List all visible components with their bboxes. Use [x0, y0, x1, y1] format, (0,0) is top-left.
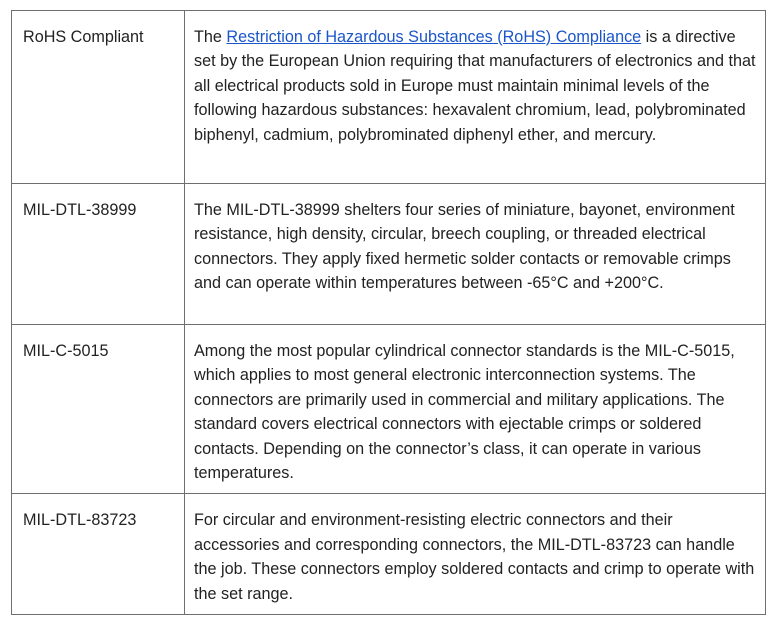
- description-cell: Among the most popular cylindrical connector standards is the MIL-C-5015, which applies to most general electronic interconnection systems. The connectors are primarily used in commercial and military applications. The standard covers electrical connectors with ejectable crimps or soldered contacts. Depending on the connector’s class, it can operate in various temperatures.: [185, 325, 766, 494]
- description-cell: [185, 11, 766, 184]
- table-row: [12, 11, 766, 184]
- table-row: [12, 494, 766, 615]
- term-cell: MIL-DTL-83723: [12, 494, 185, 615]
- description-text: is a directive set by the European Union requiring that manufacturers of electronics and that all electrical products sold in Europe must maintain minimal levels of the following hazardous substances: hexavalent chromium, lead, polybrominated biphenyl, cadmium, polybrominated diphenyl ether, and mercury.: [194, 28, 756, 144]
- term-cell: MIL-C-5015: [12, 325, 185, 494]
- description-cell: The MIL-DTL-38999 shelters four series of miniature, bayonet, environment resistance, high density, circular, breech coupling, or threaded electrical connectors. They apply fixed hermetic solder contacts or removable crimps and can operate within temperatures between -65°C and +200°C.: [185, 184, 766, 325]
- table-row: [12, 325, 766, 494]
- description-cell: For circular and environment-resisting electric connectors and their accessories and corresponding connectors, the MIL-DTL-83723 can handle the job. These connectors employ soldered contacts and crimp to operate with the set range.: [185, 494, 766, 615]
- term-cell: MIL-DTL-38999: [12, 184, 185, 325]
- connector-standards-table: [11, 10, 766, 615]
- table-row: [12, 184, 766, 325]
- description-text: The: [194, 28, 227, 46]
- rohs-compliance-link[interactable]: Restriction of Hazardous Substances (RoHS) Compliance: [226, 28, 642, 46]
- term-cell: RoHS Compliant: [12, 11, 185, 184]
